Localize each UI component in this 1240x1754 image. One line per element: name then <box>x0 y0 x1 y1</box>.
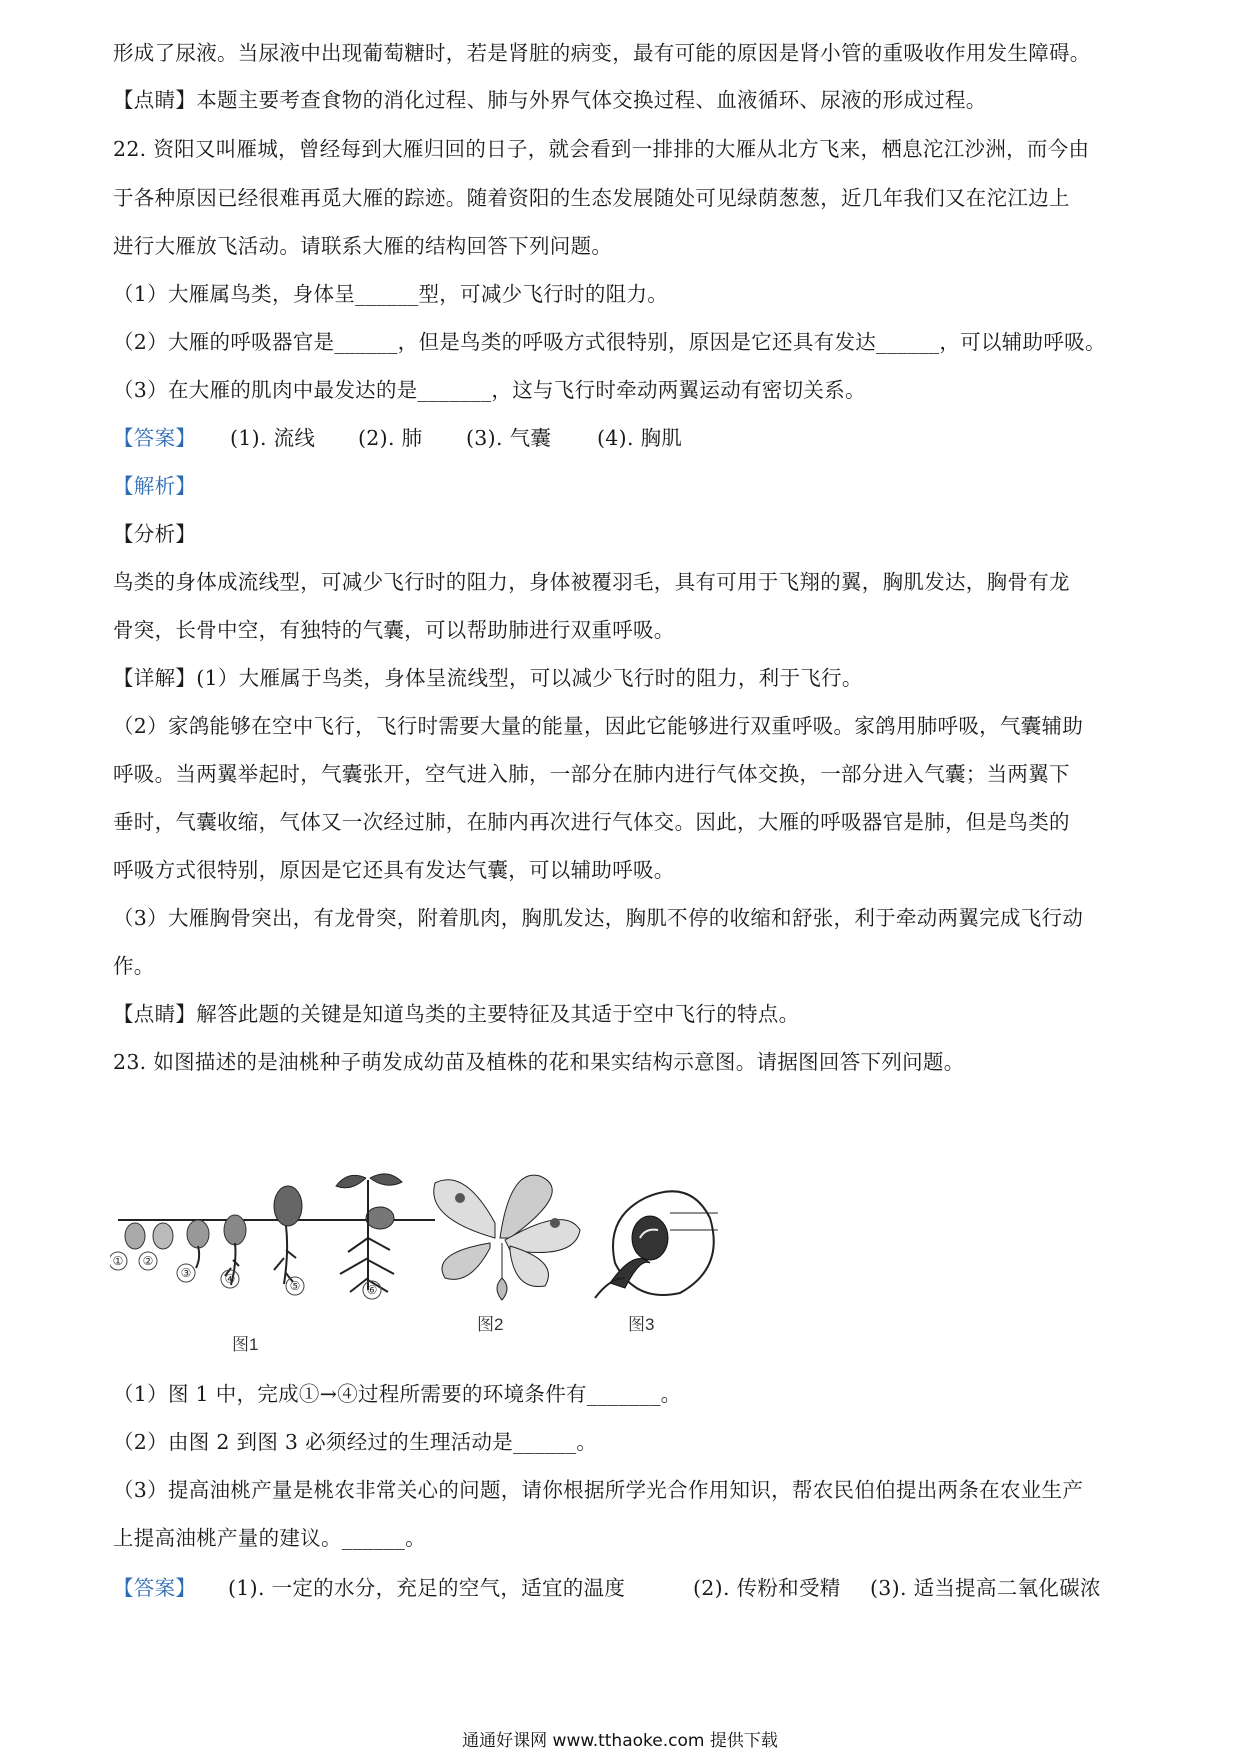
sub-question: （3）提高油桃产量是桃农非常关心的问题，请你根据所学光合作用知识，帮农民伯伯提出两条在农业生产 <box>113 1478 1084 1502</box>
answer-row <box>113 1573 1133 1603</box>
analysis-line: 【详解】(1）大雁属于鸟类，身体呈流线型，可以减少飞行时的阻力，利于飞行。 <box>113 666 863 690</box>
analysis-line: （3）大雁胸骨突出，有龙骨突，附着肌肉，胸肌发达，胸肌不停的收缩和舒张，利于牵动两翼完成飞行动 <box>113 906 1084 930</box>
sub-question: 上提高油桃产量的建议。______。 <box>113 1526 426 1550</box>
analysis-line: （2）家鸽能够在空中飞行，飞行时需要大量的能量，因此它能够进行双重呼吸。家鸽用肺呼吸，气囊辅助 <box>113 714 1084 738</box>
jiexi-tag: 【解析】 <box>113 474 197 498</box>
stage-label: ⑤ <box>289 1279 301 1293</box>
answer-item: (3). 气囊 <box>466 426 552 450</box>
stage-label: ③ <box>180 1266 192 1280</box>
fruit-figure <box>595 1191 718 1298</box>
fenxi-tag: 【分析】 <box>113 522 197 546</box>
answer-item: (2). 肺 <box>358 426 423 450</box>
analysis-line: 鸟类的身体成流线型，可减少飞行时的阻力，身体被覆羽毛，具有可用于飞翔的翼，胸肌发达，胸骨有龙 <box>113 570 1070 594</box>
text-line: 形成了尿液。当尿液中出现葡萄糖时，若是肾脏的病变，最有可能的原因是肾小管的重吸收作用发生障碍。 <box>113 41 1091 65</box>
analysis-line: 呼吸。当两翼举起时，气囊张开，空气进入肺，一部分在肺内进行气体交换，一部分进入气囊；当两翼下 <box>113 762 1070 786</box>
answer-item: (4). 胸肌 <box>597 426 683 450</box>
sub-question: （1）图 1 中，完成①→④过程所需要的环境条件有_______。 <box>113 1382 682 1406</box>
seed-germination-figure <box>110 1168 790 1353</box>
stage-label: ④ <box>224 1272 236 1286</box>
figure-3-label: 图3 <box>628 1315 655 1334</box>
analysis-line: 作。 <box>113 954 155 978</box>
figure-2-label: 图2 <box>477 1315 504 1334</box>
stage-label: ⑥ <box>366 1283 378 1297</box>
analysis-line: 呼吸方式很特别，原因是它还具有发达气囊，可以辅助呼吸。 <box>113 858 675 882</box>
answer-row <box>113 423 1133 453</box>
question-23-text: 23. 如图描述的是油桃种子萌发成幼苗及植株的花和果实结构示意图。请据图回答下列问题。 <box>113 1050 965 1074</box>
question-22-text: 进行大雁放飞活动。请联系大雁的结构回答下列问题。 <box>113 234 613 258</box>
figure-1-label: 图1 <box>232 1335 259 1354</box>
stage-label: ② <box>142 1254 154 1268</box>
flower-figure <box>434 1175 580 1300</box>
text-line: 【点睛】本题主要考查食物的消化过程、肺与外界气体交换过程、血液循环、尿液的形成过程。 <box>113 88 987 112</box>
answer-item: (1). 一定的水分，充足的空气，适宜的温度 <box>228 1576 626 1600</box>
question-22-text: 于各种原因已经很难再觅大雁的踪迹。随着资阳的生态发展随处可见绿荫葱葱，近几年我们又在沱江边上 <box>113 186 1070 210</box>
analysis-line: 骨突，长骨中空，有独特的气囊，可以帮助肺进行双重呼吸。 <box>113 618 675 642</box>
figure-group <box>110 1168 790 1353</box>
analysis-line: 【点睛】解答此题的关键是知道鸟类的主要特征及其适于空中飞行的特点。 <box>113 1002 800 1026</box>
answer-item: (2). 传粉和受精 <box>693 1576 841 1600</box>
sub-question: （3）在大雁的肌肉中最发达的是_______，这与飞行时牵动两翼运动有密切关系。 <box>113 378 866 402</box>
analysis-line: 垂时，气囊收缩，气体又一次经过肺，在肺内再次进行气体交。因此，大雁的呼吸器官是肺，但是鸟类的 <box>113 810 1070 834</box>
answer-tag: 【答案】 <box>113 426 197 450</box>
answer-item: (3). 适当提高二氧化碳浓 <box>870 1576 1101 1600</box>
stage-label: ① <box>112 1254 124 1268</box>
sub-question: （2）大雁的呼吸器官是______，但是鸟类的呼吸方式很特别，原因是它还具有发达______，可以辅助呼吸。 <box>113 330 1106 354</box>
footer-text: 通通好课网 www.tthaoke.com 提供下载 <box>462 1731 778 1751</box>
sub-question: （2）由图 2 到图 3 必须经过的生理活动是______。 <box>113 1430 598 1454</box>
sub-question: （1）大雁属鸟类，身体呈______型，可减少飞行时的阻力。 <box>113 282 669 306</box>
answer-tag: 【答案】 <box>113 1576 197 1600</box>
answer-item: (1). 流线 <box>230 426 316 450</box>
question-22-text: 22. 资阳又叫雁城，曾经每到大雁归回的日子，就会看到一排排的大雁从北方飞来，栖息沱江沙洲，而今由 <box>113 137 1090 161</box>
